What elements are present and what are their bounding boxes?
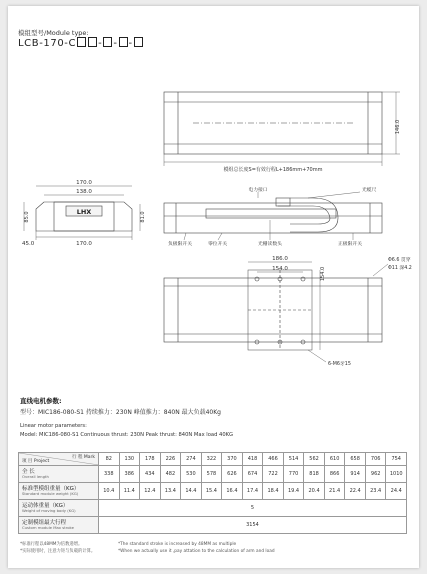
row-label	[19, 500, 99, 517]
label-pos-limit: 正极限开关	[338, 242, 362, 247]
merged-value-cell: 3154	[99, 517, 407, 534]
stroke-cell: 658	[345, 453, 366, 466]
spec-table	[18, 452, 407, 534]
note-right-2: *When we actually use it ,pay attation to the calculation of arm and load	[118, 549, 275, 554]
value-cell: 18.4	[263, 483, 284, 500]
value-cell: 722	[263, 466, 284, 483]
dim-154-v: 154.0	[320, 266, 326, 282]
model-prefix: LCB-170-C	[18, 38, 77, 49]
bottom-threaded-holes: 6-M6牙15	[328, 362, 351, 367]
row-label	[19, 483, 99, 500]
datasheet-page	[8, 6, 419, 568]
stroke-cell: 370	[222, 453, 243, 466]
value-cell: 24.4	[386, 483, 407, 500]
model-sep-2: -	[113, 38, 118, 49]
label-grating-reader: 光栅读数头	[258, 242, 282, 247]
value-cell: 22.4	[345, 483, 366, 500]
label-power-interface: 电力接口	[248, 188, 268, 193]
row-label-en: Standard module weight (KG)	[22, 490, 79, 496]
row-label-en: Weight of moving body (KG)	[22, 507, 76, 513]
value-cell: 434	[140, 466, 161, 483]
label-origin-switch: 零位开关	[208, 242, 228, 247]
stroke-cell: 178	[140, 453, 161, 466]
row-label	[19, 466, 99, 483]
row-label	[19, 517, 99, 534]
label-drag-chain: 光缆尺	[362, 188, 377, 193]
spec-cn-line: 型号：MIC186-080-S1 持续推力：230N 峰值推力：840N 最大负载40Kg	[20, 409, 221, 416]
table-row-max-stroke	[19, 517, 407, 534]
header-project-en: Project	[33, 459, 50, 464]
stroke-cell: 226	[160, 453, 181, 466]
spec-en-title: Linear motor parameters:	[20, 423, 87, 429]
merged-value-cell: 5	[99, 500, 407, 517]
row-label-cn: 运动体重量（KG）	[22, 502, 69, 509]
dim-end-left: 45.0	[22, 241, 35, 247]
module-type-label: 模组型号/Module type:	[18, 29, 89, 37]
value-cell: 17.4	[242, 483, 263, 500]
dim-width-146: 146.0	[395, 119, 401, 135]
table-header-row	[19, 453, 407, 466]
top-view-drawing	[164, 92, 400, 166]
dim-end-bottom: 170.0	[76, 241, 92, 247]
header-project-cn: 项 目	[22, 459, 33, 464]
row-label-cn: 定制模组最大行程	[22, 519, 67, 526]
model-sep-1: -	[98, 38, 103, 49]
table-row-module-weight	[19, 483, 407, 500]
stroke-cell: 514	[283, 453, 304, 466]
technical-drawing	[8, 6, 419, 396]
value-cell: 962	[365, 466, 386, 483]
stroke-cell: 274	[181, 453, 202, 466]
dim-186: 186.0	[272, 256, 288, 262]
dim-total-length: 模组总长度S=有效行程L+186mm+70mm	[223, 167, 323, 173]
value-cell: 20.4	[304, 483, 325, 500]
spec-en-line: Model: MIC186-080-S1 Continuous thrust: 230N Peak thrust: 840N Max load 40KG	[20, 432, 234, 438]
stroke-cell: 610	[324, 453, 345, 466]
note-right-1: *The standard stroke is increased by 48MM as multiple	[118, 542, 237, 547]
value-cell: 770	[283, 466, 304, 483]
stroke-cell: 130	[119, 453, 140, 466]
row-label-en: Custom module Max stroke	[22, 524, 74, 530]
stroke-cell: 466	[263, 453, 284, 466]
header-stroke-cn: 行 程	[72, 455, 83, 460]
row-label-cn: 标准型模组重量（KG）	[22, 485, 80, 492]
hole-counterbore: Φ11 深4.2	[388, 266, 412, 271]
table-corner-cell	[19, 453, 99, 466]
value-cell: 530	[181, 466, 202, 483]
row-label-en: Overall length	[22, 473, 49, 479]
note-left-2: *实际使用时，注意力矩与负载的计算。	[20, 549, 96, 554]
dim-end-h1: 85.0	[24, 211, 30, 223]
table-row-overall-length	[19, 466, 407, 483]
dim-154-h: 154.0	[272, 266, 288, 272]
note-left-1: *标准行程以48MM为倍数递增。	[20, 542, 83, 547]
value-cell: 12.4	[140, 483, 161, 500]
spec-title: 直线电机参数:	[20, 397, 62, 405]
value-cell: 818	[304, 466, 325, 483]
hole-through: Φ6.6 贯穿	[388, 258, 411, 263]
value-cell: 626	[222, 466, 243, 483]
value-cell: 13.4	[160, 483, 181, 500]
value-cell: 1010	[386, 466, 407, 483]
stroke-cell: 562	[304, 453, 325, 466]
header-stroke-en: Mark	[83, 455, 95, 460]
dim-end-h2: 81.0	[140, 211, 146, 223]
value-cell: 15.4	[201, 483, 222, 500]
stroke-cell: 706	[365, 453, 386, 466]
stroke-cell: 322	[201, 453, 222, 466]
model-sep-3: -	[128, 38, 133, 49]
value-cell: 482	[160, 466, 181, 483]
row-label-cn: 全 长	[22, 468, 35, 475]
value-cell: 19.4	[283, 483, 304, 500]
dim-end-top: 170.0	[76, 180, 92, 186]
side-view-drawing	[164, 192, 382, 240]
bottom-view-drawing	[164, 262, 388, 362]
label-neg-limit: 负极限开关	[168, 242, 192, 247]
value-cell: 23.4	[365, 483, 386, 500]
value-cell: 866	[324, 466, 345, 483]
value-cell: 338	[99, 466, 120, 483]
value-cell: 914	[345, 466, 366, 483]
lhx-logo: LHX	[76, 208, 92, 216]
stroke-cell: 418	[242, 453, 263, 466]
value-cell: 578	[201, 466, 222, 483]
value-cell: 16.4	[222, 483, 243, 500]
value-cell: 674	[242, 466, 263, 483]
value-cell: 386	[119, 466, 140, 483]
value-cell: 21.4	[324, 483, 345, 500]
table-row-moving-weight	[19, 500, 407, 517]
value-cell: 14.4	[181, 483, 202, 500]
stroke-cell: 82	[99, 453, 120, 466]
dim-end-inner: 138.0	[76, 189, 92, 195]
value-cell: 10.4	[99, 483, 120, 500]
stroke-cell: 754	[386, 453, 407, 466]
value-cell: 11.4	[119, 483, 140, 500]
